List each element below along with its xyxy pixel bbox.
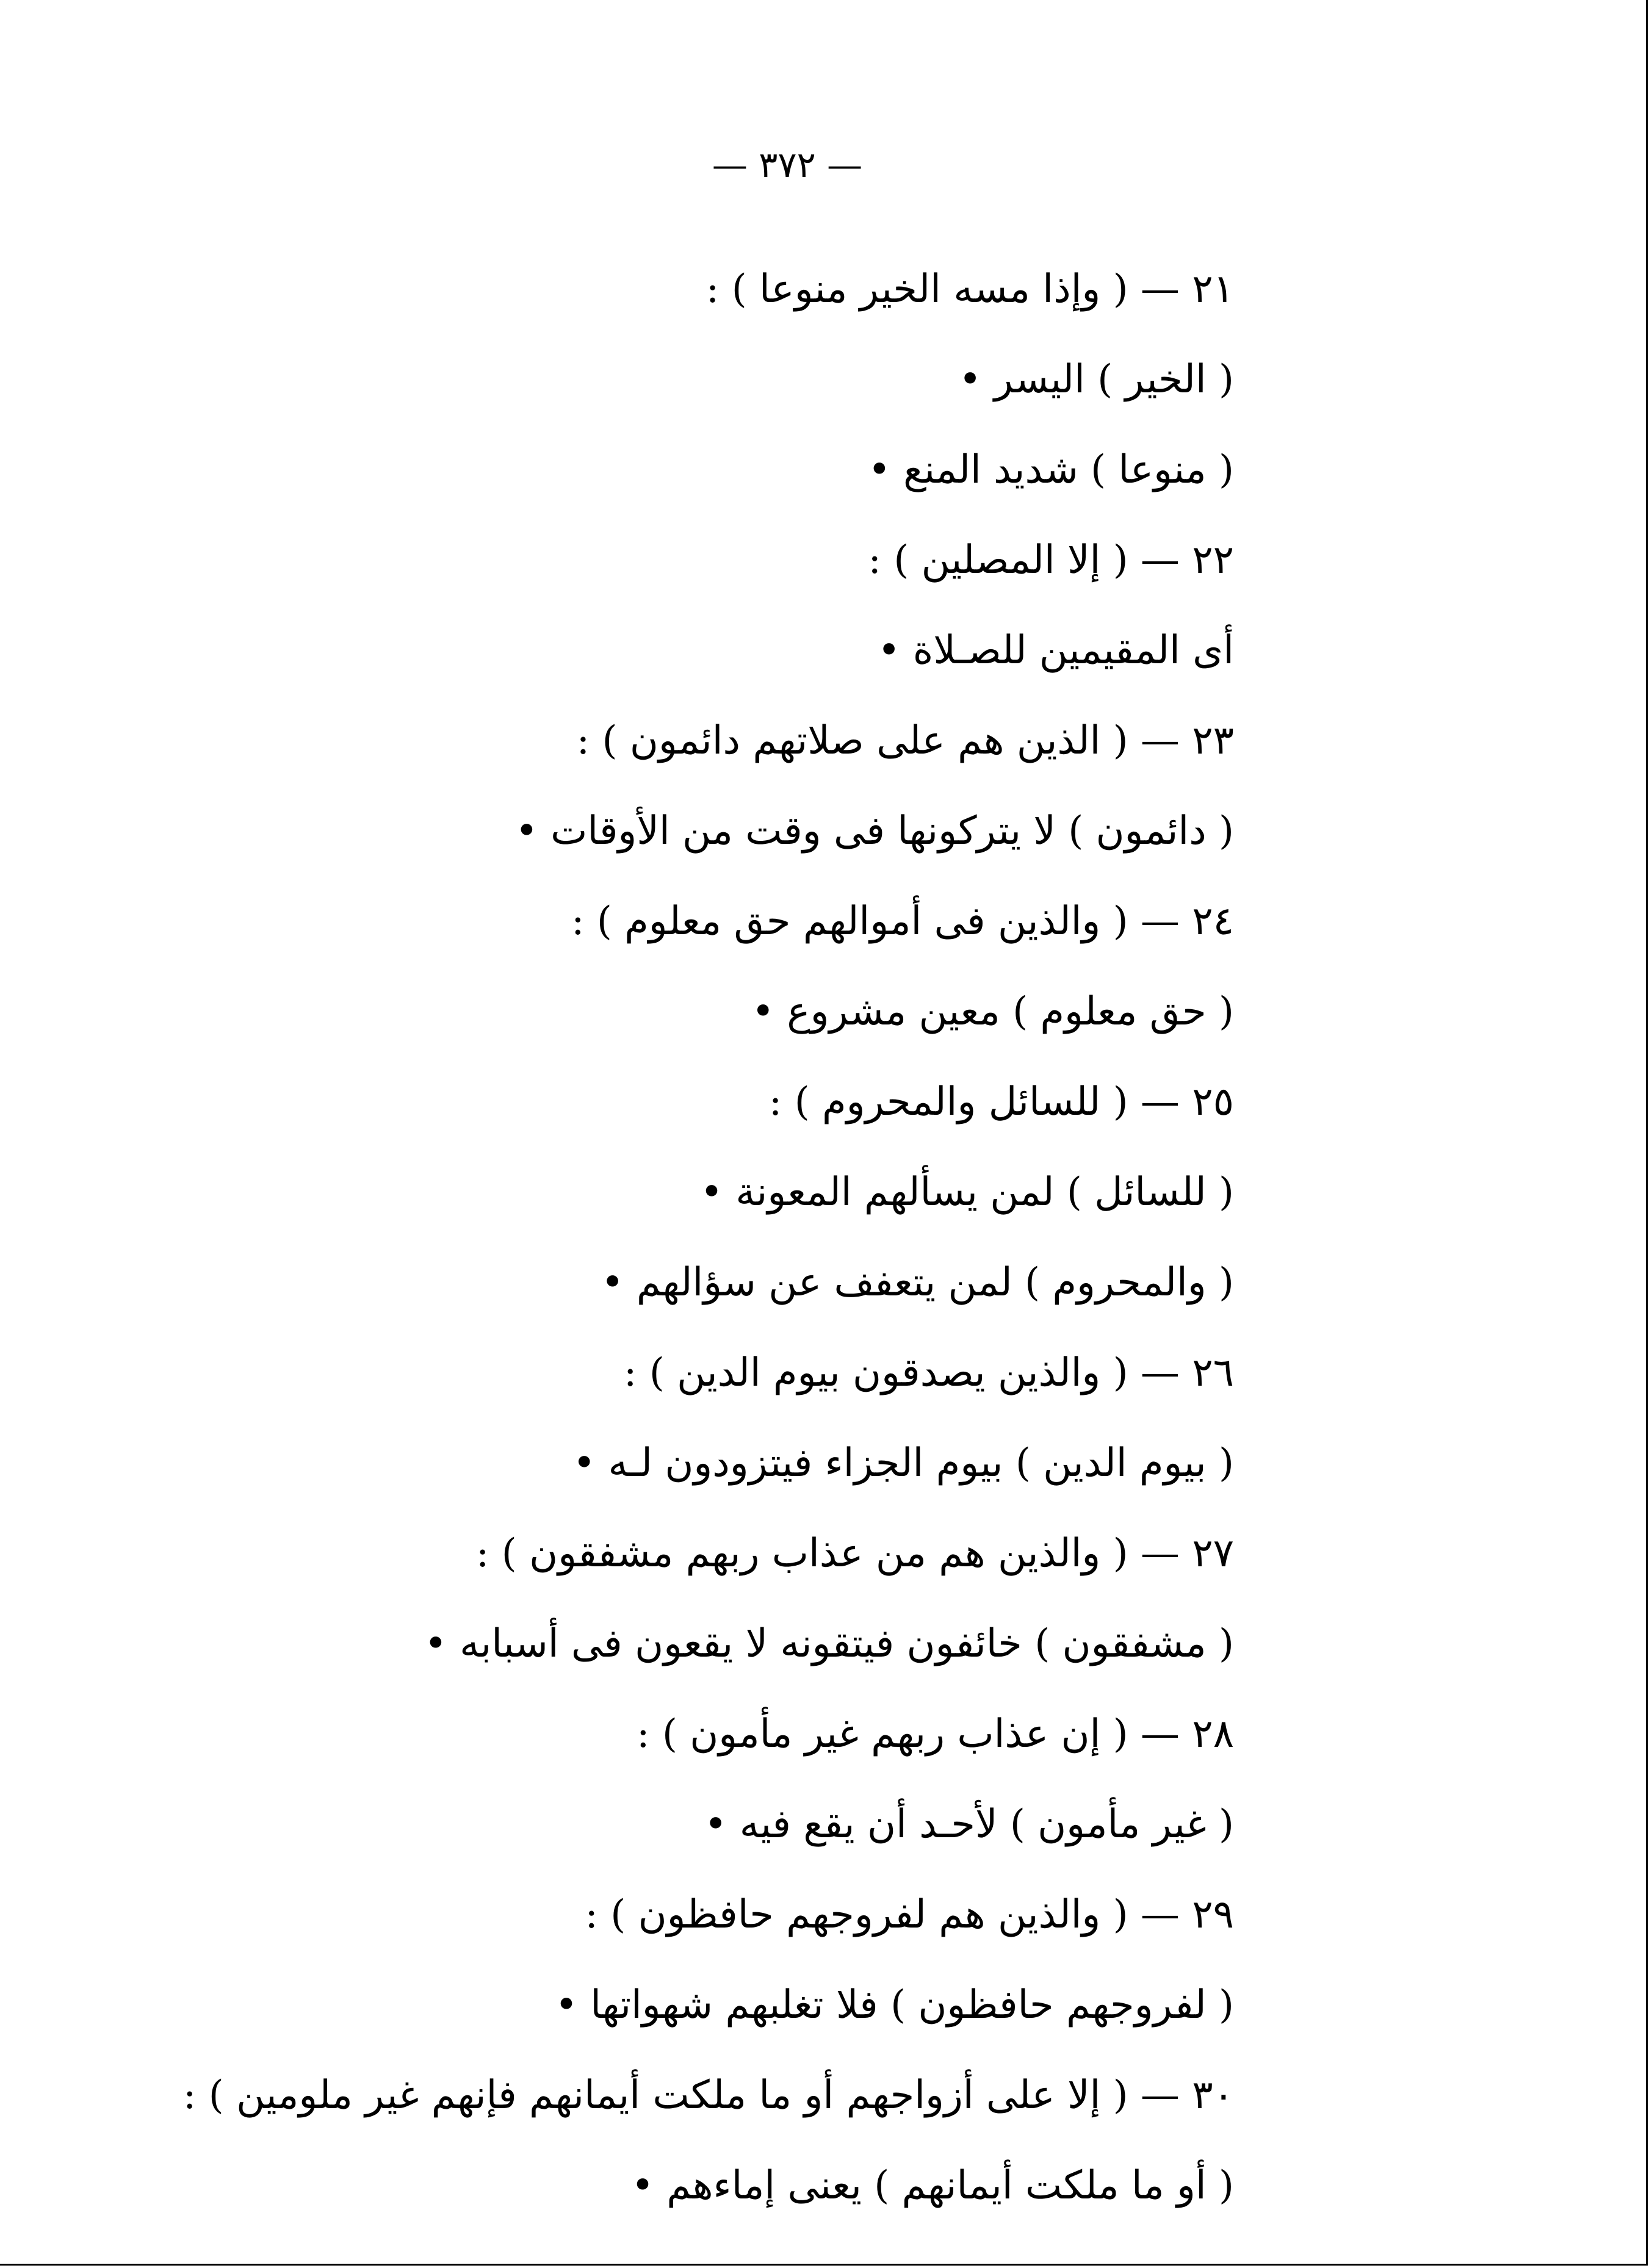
verse-29-heading: ٢٩ — ( والذين هم لفروجهم حافظون ) : bbox=[585, 1892, 1234, 1937]
verse-22-heading: ٢٢ — ( إلا المصلين ) : bbox=[868, 538, 1234, 583]
gloss-line: ( الخير ) اليسر • bbox=[958, 357, 1234, 402]
gloss-line: ( غير مأمون ) لأحـد أن يقع فيه • bbox=[704, 1802, 1234, 1847]
verse-27-heading: ٢٧ — ( والذين هم من عذاب ربهم مشفقون ) : bbox=[475, 1531, 1234, 1576]
gloss-line: ( أو ما ملكت أيمانهم ) يعنى إماءهم • bbox=[631, 2163, 1234, 2208]
verse-28-heading: ٢٨ — ( إن عذاب ربهم غير مأمون ) : bbox=[637, 1712, 1234, 1757]
gloss-line: ( حق معلوم ) معين مشروع • bbox=[751, 989, 1234, 1034]
gloss-line: ( للسائل ) لمن يسألهم المعونة • bbox=[700, 1170, 1234, 1215]
verse-24-heading: ٢٤ — ( والذين فى أموالهم حق معلوم ) : bbox=[571, 899, 1234, 944]
page-number: — ٣٧٢ — bbox=[712, 144, 863, 185]
gloss-line: ( والمحروم ) لمن يتعفف عن سؤالهم • bbox=[601, 1260, 1234, 1305]
verse-26-heading: ٢٦ — ( والذين يصدقون بيوم الدين ) : bbox=[623, 1350, 1234, 1395]
verse-23-heading: ٢٣ — ( الذين هم على صلاتهم دائمون ) : bbox=[576, 718, 1234, 763]
gloss-line: ( مشفقون ) خائفون فيتقونه لا يقعون فى أسبابه • bbox=[424, 1621, 1234, 1666]
verse-30-heading: ٣٠ — ( إلا على أزواجهم أو ما ملكت أيمانهم فإنهم غير ملومين ) : bbox=[182, 2073, 1234, 2118]
gloss-line: ( بيوم الدين ) بيوم الجزاء فيتزودون لـه • bbox=[572, 1441, 1234, 1486]
verse-21-heading: ٢١ — ( وإذا مسه الخير منوعا ) : bbox=[705, 267, 1234, 312]
gloss-line: ( لفروجهم حافظون ) فلا تغلبهم شهواتها • bbox=[555, 1982, 1234, 2028]
gloss-line: ( دائمون ) لا يتركونها فى وقت من الأوقات • bbox=[514, 808, 1234, 854]
gloss-line: أى المقيمين للصـلاة • bbox=[877, 628, 1234, 673]
gloss-line: ( منوعا ) شديد المنع • bbox=[867, 447, 1234, 492]
verse-25-heading: ٢٥ — ( للسائل والمحروم ) : bbox=[768, 1079, 1234, 1125]
commentary-text bbox=[0, 244, 1234, 2231]
